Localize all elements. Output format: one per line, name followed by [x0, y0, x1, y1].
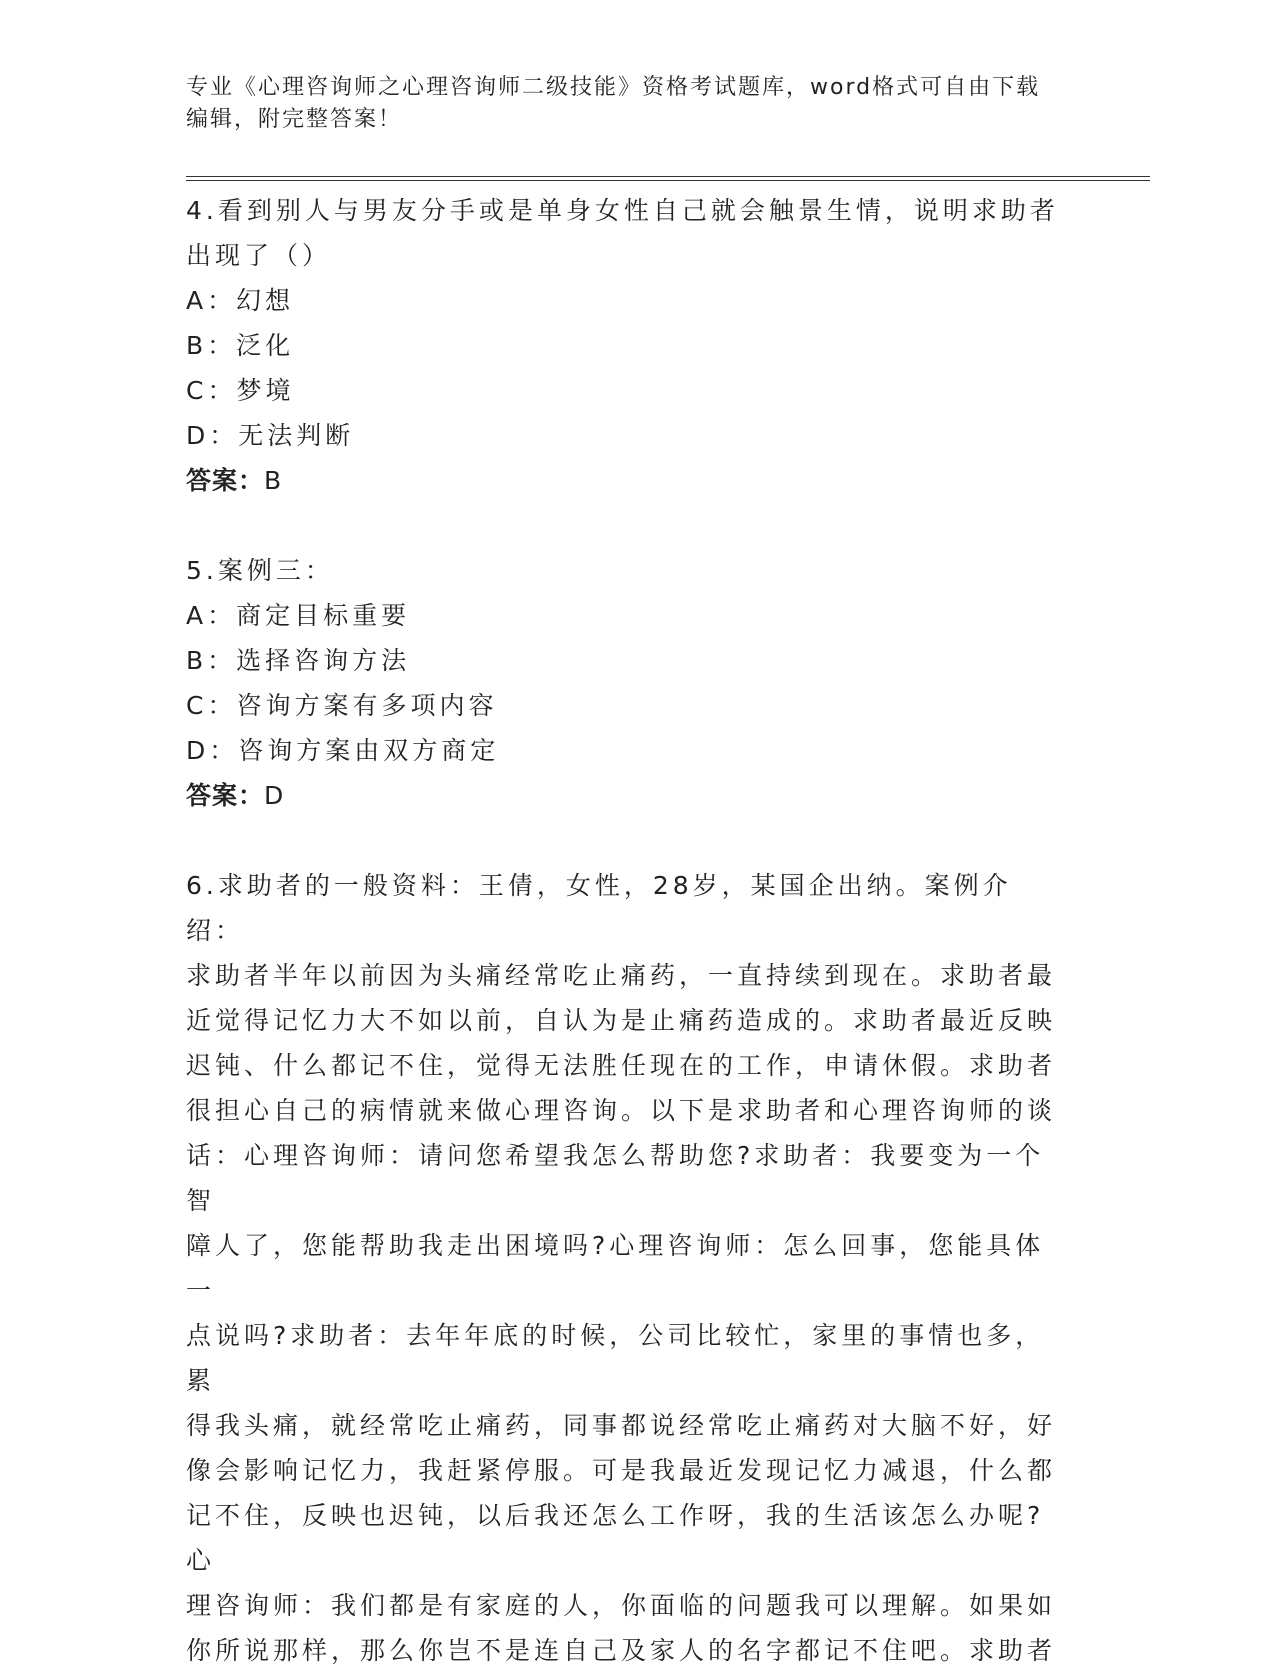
header-divider-bottom [186, 180, 1150, 181]
question-6 [186, 863, 1066, 1673]
question-list [186, 188, 1066, 1673]
question-6-line: 记不住，反映也迟钝，以后我还怎么工作呀，我的生活该怎么办呢?心 [186, 1501, 1045, 1575]
answer-label: 答案： [186, 781, 265, 810]
answer-value: B [264, 466, 283, 495]
question-6-line: 点说吗?求助者：去年年底的时候，公司比较忙，家里的事情也多，累 [186, 1321, 1045, 1395]
header-line-2: 编辑，附完整答案！ [186, 107, 403, 132]
option-d: D：咨询方案由双方商定 [186, 736, 500, 765]
option-b: B：选择咨询方法 [186, 646, 411, 675]
answer-line [186, 773, 1066, 818]
option-a: A：商定目标重要 [186, 601, 411, 630]
question-6-line: 很担心自己的病情就来做心理咨询。以下是求助者和心理咨询师的谈 [186, 1096, 1057, 1125]
document-header [186, 72, 1066, 136]
question-stem-continued: 出现了（） [186, 241, 332, 270]
question-4 [186, 188, 1066, 503]
question-6-line: 像会影响记忆力，我赶紧停服。可是我最近发现记忆力减退，什么都 [186, 1456, 1057, 1485]
question-6-line: 你所说那样，那么你岂不是连自己及家人的名字都记不住吧。求助者 [186, 1636, 1057, 1665]
option-c: C：咨询方案有多项内容 [186, 691, 498, 720]
question-stem: 4.看到别人与男友分手或是单身女性自己就会触景生情，说明求助者 [186, 196, 1059, 225]
answer-label: 答案： [186, 466, 265, 495]
spacer [186, 503, 1066, 548]
answer-value: D [264, 781, 285, 810]
spacer [186, 818, 1066, 863]
option-a: A：幻想 [186, 286, 295, 315]
question-6-line: 近觉得记忆力大不如以前，自认为是止痛药造成的。求助者最近反映 [186, 1006, 1057, 1035]
option-b: B：泛化 [186, 331, 295, 360]
header-line-1: 专业《心理咨询师之心理咨询师二级技能》资格考试题库，word格式可自由下载 [186, 75, 1041, 100]
question-6-line: 理咨询师：我们都是有家庭的人，你面临的问题我可以理解。如果如 [186, 1591, 1057, 1620]
question-stem: 5.案例三： [186, 556, 334, 585]
question-6-line: 6.求助者的一般资料：王倩，女性，28岁，某国企出纳。案例介绍： [186, 871, 1012, 945]
option-c: C：梦境 [186, 376, 295, 405]
question-5 [186, 548, 1066, 818]
question-6-line: 话：心理咨询师：请问您希望我怎么帮助您?求助者：我要变为一个智 [186, 1141, 1045, 1215]
question-6-line: 求助者半年以前因为头痛经常吃止痛药，一直持续到现在。求助者最 [186, 961, 1057, 990]
header-divider-top [186, 176, 1150, 177]
question-6-line: 障人了，您能帮助我走出困境吗?心理咨询师：怎么回事，您能具体一 [186, 1231, 1045, 1305]
question-6-line: 得我头痛，就经常吃止痛药，同事都说经常吃止痛药对大脑不好，好 [186, 1411, 1057, 1440]
question-6-line: 迟钝、什么都记不住，觉得无法胜任现在的工作，申请休假。求助者 [186, 1051, 1057, 1080]
option-d: D：无法判断 [186, 421, 355, 450]
answer-line [186, 458, 1066, 503]
